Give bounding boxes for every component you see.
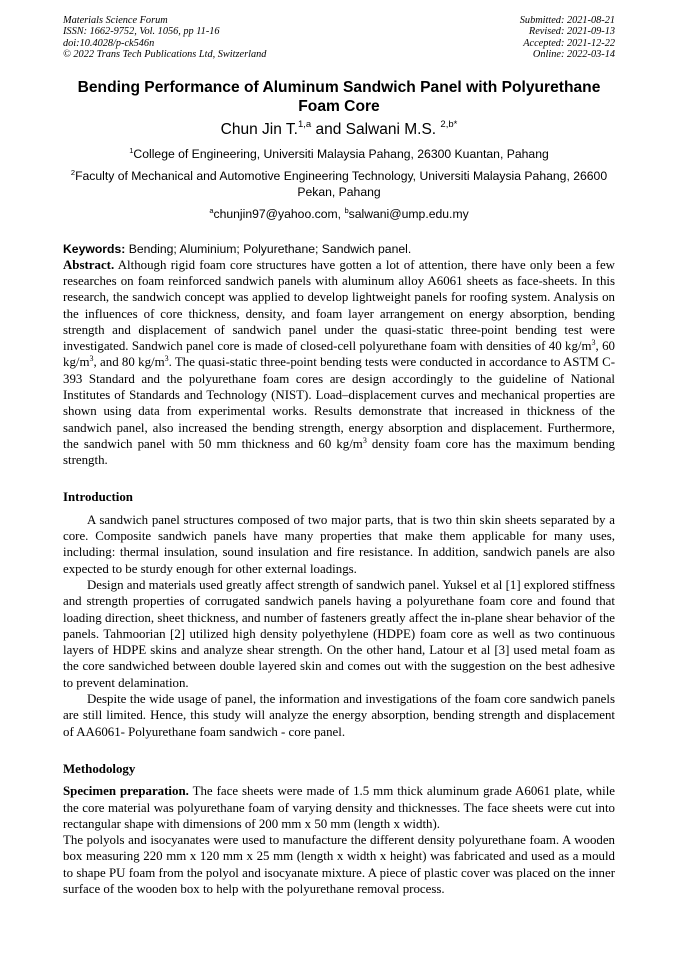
author-1: Chun Jin T. — [220, 120, 298, 138]
email-a-link[interactable]: chunjin97@yahoo.com — [213, 206, 338, 221]
abstract-text: . The quasi-static three-point bending tests were conducted in accordance to ASTM C-393 Standard and the polyurethane foam cores are design accordingly to the guideline of National Institutes of Standards and Technology (NIST). Load–displacement curves and mechanical properties are shown using data from experimental works. Results demonstrate that increased in thickness of the sandwich panel, also increased the bending strength, energy absorption and displacement. Furthermore, the sandwich panel with 50 mm thickness and 60 kg/m — [63, 355, 615, 451]
methodology-paragraph-1 — [63, 783, 615, 832]
journal-header — [63, 15, 615, 61]
doi: doi:10.4028/p-ck546n — [63, 37, 155, 49]
affiliation-2-text: Faculty of Mechanical and Automotive Engineering Technology, Universiti Malaysia Pahang, 26600 Pekan, Pahang — [75, 168, 608, 199]
introduction-paragraph-3: Despite the wide usage of panel, the information and investigations of the foam core sandwich panels are still limited. Hence, this study will analyze the energy absorption, bending strength and displacement of AA6061- Polyurethane foam sandwich - core panel. — [63, 692, 615, 739]
affiliation-1-mark: 1 — [129, 145, 134, 155]
introduction-paragraph-2: Design and materials used greatly affect strength of sandwich panel. Yuksel et al [1] explored stiffness and strength properties of corrugated sandwich panels having a polyurethane foam core and found that loading direction, sheet thickness, and number of fasteners greatly affect the in-plane shear behavior of the panels. Tahmoorian [2] utilized high density polyethylene (HDPE) foam core as well as two continuous layers of HDPE skins and analyze shear strength. On the other hand, Latour et al [3] used metal foam as the core sandwiched between double layered skin and comes out with the suggestion on the best adhesive to prevent delamination. — [63, 577, 615, 690]
affiliation-2-mark: 2 — [70, 167, 76, 177]
accepted-date: Accepted: 2021-12-22 — [523, 37, 615, 49]
email-separator: , — [337, 206, 345, 221]
abstract-text: , and 80 kg/m — [93, 355, 165, 370]
section-heading-introduction: Introduction — [63, 490, 133, 505]
methodology-paragraph-2: The polyols and isocyanates were used to manufacture the different density polyurethane foam. A wooden box measuring 220 mm x 120 mm x 25 mm (length x width x height) was fabricated and used as a mould to shape PU foam from the polyol and isocyanate mixture. A piece of plastic cover was placed on the inner surface of the wooden box to help with the polyurethane removal process. — [63, 833, 615, 897]
email-b-mark: b — [344, 205, 349, 215]
abstract-text: , 60 kg/m — [63, 339, 616, 370]
keywords — [63, 241, 615, 257]
specimen-preparation-label: Specimen preparation. — [63, 784, 189, 799]
superscript: 3 — [362, 435, 367, 445]
keywords-text: Bending; Aluminium; Polyurethane; Sandwich panel. — [125, 241, 412, 256]
introduction-paragraph-1: A sandwich panel structures composed of two major parts, that is two thin skin sheets separated by a core. Composite sandwich panels have many properties that make them applicable for many uses, including: thermal insulation, sound insulation and fire resistance. In addition, sandwich panels are also expected to be sturdy enough for other external loadings. — [63, 512, 615, 576]
submission-dates — [520, 15, 615, 61]
abstract-text: density foam core has the maximum bending strength. — [63, 436, 615, 468]
abstract-text: Although rigid foam core structures have gotten a lot of attention, there have only been a few researches on foam reinforced sandwich panels with aluminum alloy A6061 sheets as face-sheets. In this research, the sandwich concept was applied to develop lightweight panels for roofing system. Analysis on the influences of core thickness, density, and foam layer arrangement on energy absorption, bending strength and displacement of sandwich panel under the quasi-static three-point bending test were investigated. Sandwich panel core is made of closed-cell polyurethane foam with densities of 40 kg/m — [63, 257, 615, 354]
submitted-date: Submitted: 2021-08-21 — [519, 15, 615, 26]
online-date: Online: 2022-03-14 — [532, 49, 615, 61]
publication-info — [63, 15, 266, 61]
journal-name: Materials Science Forum — [63, 15, 168, 26]
author-emails — [63, 206, 615, 222]
paper-page — [63, 15, 615, 897]
email-b-link[interactable]: salwani@ump.edu.my — [348, 206, 469, 221]
affiliation-1 — [63, 146, 615, 162]
superscript: 3 — [89, 354, 94, 364]
issn-volume: ISSN: 1662-9752, Vol. 1056, pp 11-16 — [63, 26, 220, 38]
paper-title: Bending Performance of Aluminum Sandwich Panel with Polyurethane Foam Core — [77, 78, 601, 115]
revised-date: Revised: 2021-09-13 — [528, 26, 615, 38]
copyright: © 2022 Trans Tech Publications Ltd, Switzerland — [63, 49, 267, 61]
affiliation-1-text: College of Engineering, Universiti Malaysia Pahang, 26300 Kuantan, Pahang — [133, 146, 549, 161]
abstract-label: Abstract. — [63, 257, 115, 272]
superscript: 3 — [591, 338, 596, 348]
author-2-affiliation-mark: 2,b* — [440, 118, 458, 130]
author-2: Salwani M.S. — [345, 120, 437, 138]
author-joiner: and — [311, 120, 346, 138]
abstract-paragraph — [63, 257, 615, 469]
keywords-label: Keywords: — [63, 241, 126, 256]
affiliation-2 — [63, 168, 615, 200]
author-1-affiliation-mark: 1,a — [297, 118, 312, 130]
section-heading-methodology: Methodology — [63, 761, 136, 776]
specimen-preparation-text: The face sheets were made of 1.5 mm thick aluminum grade A6061 plate, while the core material was polyurethane foam of varying density and thicknesses. The face sheets were cut into rectangular shape with dimensions of 200 mm x 50 mm (length x width). — [63, 784, 616, 831]
superscript: 3 — [164, 354, 169, 364]
author-line — [63, 120, 615, 139]
email-a-mark: a — [209, 205, 214, 215]
